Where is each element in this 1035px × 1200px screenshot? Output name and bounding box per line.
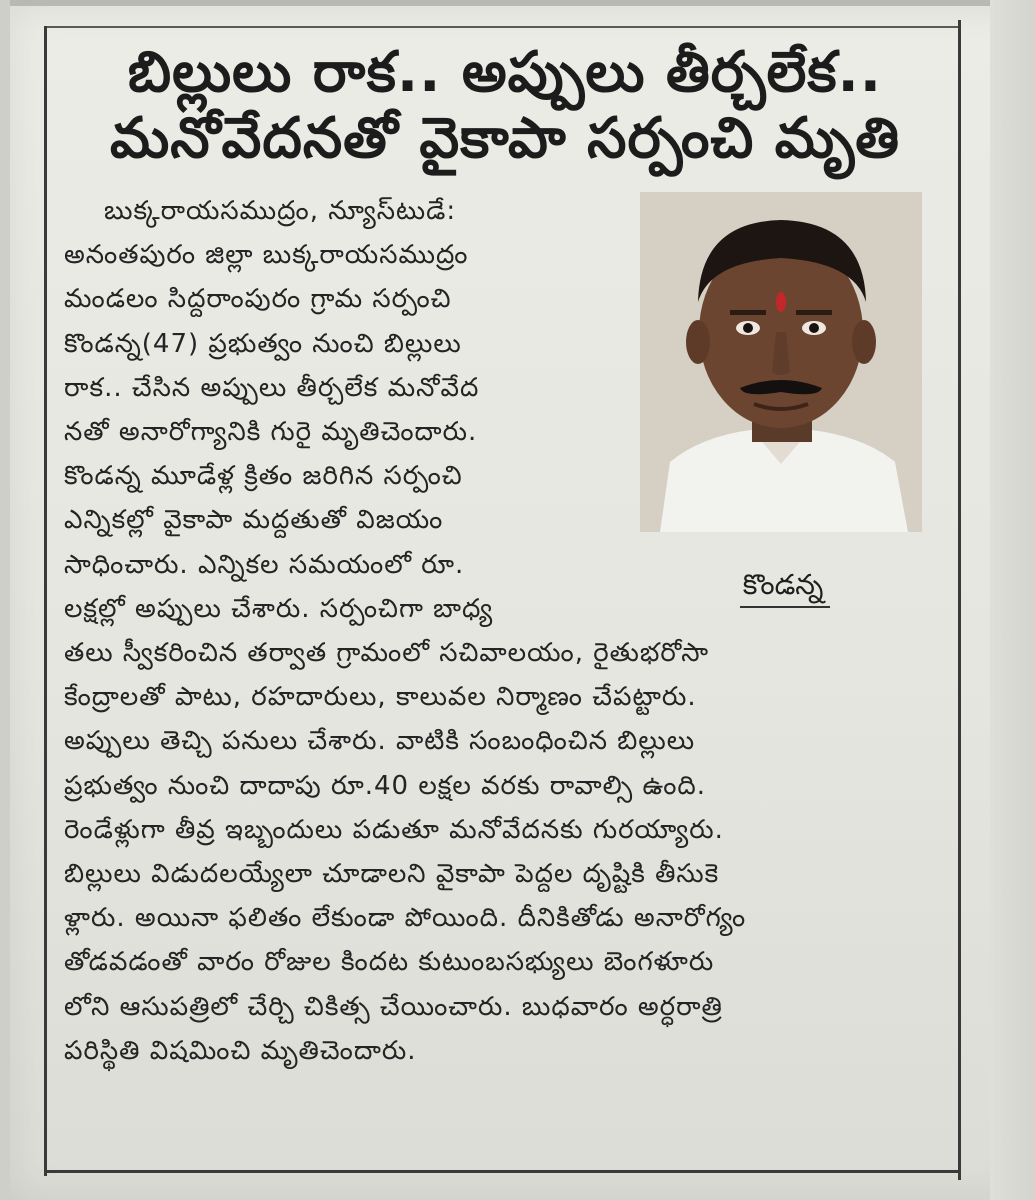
border-rule: [44, 1170, 961, 1173]
article-line: ప్రభుత్వం నుంచి దాదాపు రూ.40 లక్షల వరకు రావాల్సి ఉంది.: [64, 770, 707, 801]
article-line: తలు స్వీకరించిన తర్వాత గ్రామంలో సచివాలయం, రైతుభరోసా: [64, 638, 710, 668]
article-line: పరిస్థితి విషమించి మృతిచెందారు.: [64, 1035, 417, 1066]
article-line: అనంతపురం జిల్లా బుక్కరాయసముద్రం: [64, 240, 469, 271]
article-line: కేంద్రాలతో పాటు, రహదారులు, కాలువల నిర్మాణం చేపట్టారు.: [64, 682, 697, 713]
article-line: సాధించారు. ఎన్నికల సమయంలో రూ.: [64, 549, 465, 580]
article-line: మండలం సిద్దరాంపురం గ్రామ సర్పంచి: [64, 284, 452, 315]
border-rule: [44, 26, 47, 1176]
portrait-photo: [640, 192, 922, 532]
article-line: కొండన్న మూడేళ్ల క్రితం జరిగిన సర్పంచి: [64, 461, 463, 492]
article-line: కొండన్న(47) ప్రభుత్వం నుంచి బిల్లులు: [64, 328, 462, 359]
border-rule: [958, 20, 961, 1180]
article-line: బుక్కరాయసముద్రం, న్యూస్‌టుడే:: [104, 196, 457, 226]
article-line: అప్పులు తెచ్చి పనులు చేశారు. వాటికి సంబంధించిన బిల్లులు: [64, 726, 696, 757]
photo-caption: కొండన్న: [742, 568, 824, 601]
background-edge: [0, 0, 10, 1200]
caption-underline: [740, 606, 830, 608]
headline-line-1: బిల్లులు రాక.. అప్పులు తీర్చలేక..: [127, 40, 883, 105]
article-line: రాక.. చేసిన అప్పులు తీర్చలేక మనోవేద: [64, 372, 480, 403]
portrait-illustration: [640, 192, 922, 532]
article-line: లక్షల్లో అప్పులు చేశారు. సర్పంచిగా బాధ్య: [64, 593, 494, 624]
article-line: బిల్లులు విడుదలయ్యేలా చూడాలని వైకాపా పెద్దల దృష్టికి తీసుకె: [64, 859, 720, 889]
article-line: లోని ఆసుపత్రిలో చేర్చి చికిత్స చేయించారు. బుధవారం అర్ధరాత్రి: [64, 991, 723, 1022]
headline-line-2: మనోవేదనతో వైకాపా సర్పంచి మృతి: [109, 106, 901, 171]
headline: [60, 40, 950, 172]
article-line: రెండేళ్లుగా తీవ్ర ఇబ్బందులు పడుతూ మనోవేదనకు గురయ్యారు.: [64, 814, 724, 845]
border-rule: [44, 26, 961, 28]
article-line: ళ్లారు. అయినా ఫలితం లేకుండా పోయింది. దీనికితోడు అనారోగ్యం: [64, 903, 747, 934]
article-line: తోడవడంతో వారం రోజుల కిందట కుటుంబసభ్యులు బెంగళూరు: [64, 947, 715, 978]
article-line: నతో అనారోగ్యానికి గురై మృతిచెందారు.: [64, 417, 478, 447]
background-edge: [990, 0, 1035, 1200]
article-line: ఎన్నికల్లో వైకాపా మద్దతుతో విజయం: [64, 505, 444, 536]
